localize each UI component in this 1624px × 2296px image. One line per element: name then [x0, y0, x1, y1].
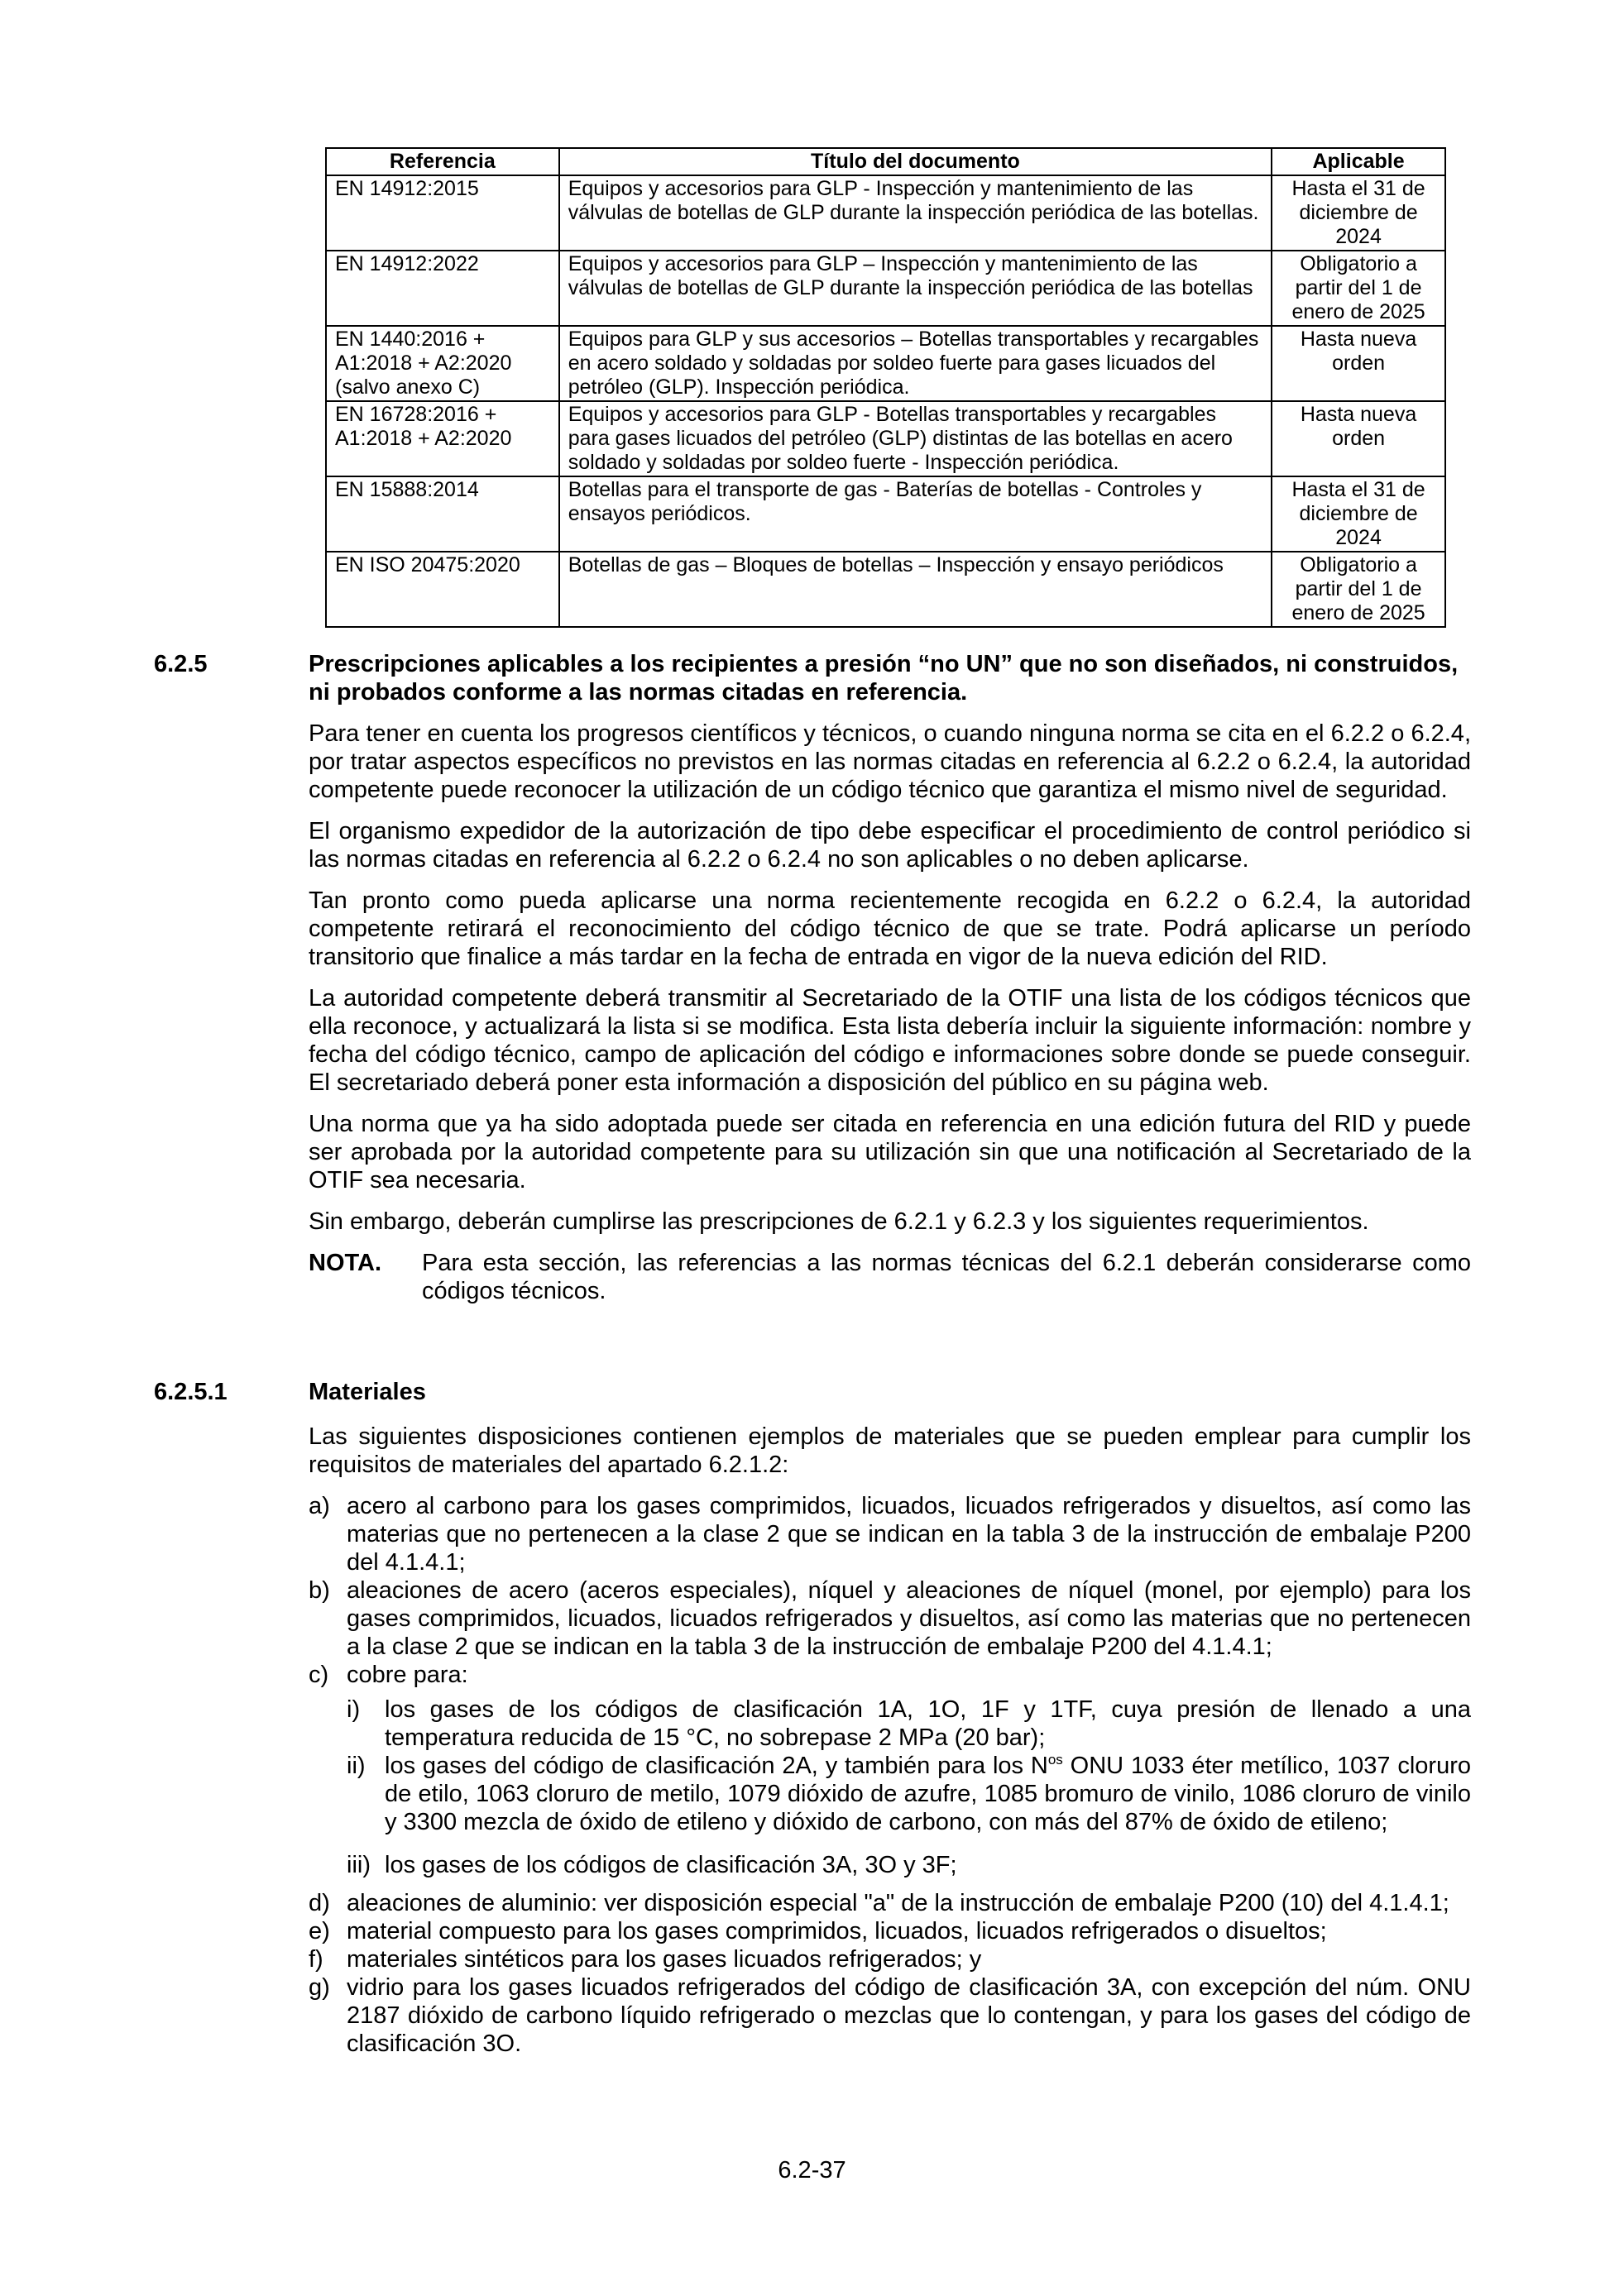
list-item [309, 1917, 1471, 1945]
sublist-marker: iii) [347, 1852, 371, 1878]
list-item [309, 1945, 1471, 1973]
note-text: Para esta sección, las referencias a las normas técnicas del 6.2.1 deberán considerarse como códigos técnicos. [422, 1250, 1471, 1304]
sublist-item [347, 1696, 1471, 1752]
sublist-text: los gases de los códigos de clasificación 3A, 3O y 3F; [385, 1852, 957, 1878]
list-marker: a) [309, 1493, 330, 1519]
section-number: 6.2.5 [154, 651, 208, 677]
sublist-text-part: ONU 1033 éter metílico, 1037 cloruro de etilo, 1063 cloruro de metilo, 1079 dióxido de azufre, 1085 bromuro de vinilo, 1086 cloruro de vinilo y 3300 mezcla de óxido de etileno y dióxido de carbono, con más del 87% de óxido de etileno; [385, 1753, 1471, 1835]
sublist-text: los gases de los códigos de clasificación 1A, 1O, 1F y 1TF, cuya presión de llenado a una temperatura reducida de 15 °C, no sobrepase 2 MPa (20 bar); [385, 1696, 1471, 1751]
paragraph: La autoridad competente deberá transmitir al Secretariado de la OTIF una lista de los códigos técnicos que ella reconoce, y actualizará la lista si se modifica. Esta lista debería incluir la siguiente información: nombre y fecha del código técnico, campo de aplicación del código e informaciones sobre donde se puede conseguir. El secretariado deberá poner esta información a disposición del público en su página web. [309, 985, 1471, 1096]
cell-applicable: Hasta nueva orden [1272, 401, 1445, 476]
list-marker: c) [309, 1662, 329, 1688]
cell-reference: EN ISO 20475:2020 [326, 552, 559, 627]
paragraph: El organismo expedidor de la autorización de tipo debe especificar el procedimiento de control periódico si las normas citadas en referencia al 6.2.2 o 6.2.4 no son aplicables o no deben aplicarse. [309, 818, 1471, 873]
table-row [326, 476, 1445, 552]
materials-list [309, 1492, 1471, 2058]
list-marker: b) [309, 1577, 330, 1604]
list-text: cobre para: [347, 1662, 468, 1688]
sublist-marker: ii) [347, 1753, 366, 1779]
cell-reference: EN 14912:2022 [326, 251, 559, 326]
header-referencia: Referencia [326, 148, 559, 175]
list-text: aleaciones de acero (aceros especiales), níquel y aleaciones de níquel (monel, por ejemplo) para los gases comprimidos, licuados, licuados refrigerados y disueltos, así como las materias que no pertenecen a la clase 2 que se indican en la tabla 3 de la instrucción de embalaje P200 del 4.1.4.1; [347, 1577, 1471, 1660]
sublist-item [347, 1851, 1471, 1879]
list-marker: e) [309, 1918, 330, 1944]
cell-title: Botellas para el transporte de gas - Baterías de botellas - Controles y ensayos periódicos. [559, 476, 1272, 552]
table-row [326, 175, 1445, 251]
list-marker: d) [309, 1890, 330, 1916]
cell-title: Equipos y accesorios para GLP – Inspección y mantenimiento de las válvulas de botellas de GLP durante la inspección periódica de las botellas [559, 251, 1272, 326]
paragraph: Una norma que ya ha sido adoptada puede ser citada en referencia en una edición futura del RID y puede ser aprobada por la autoridad competente para su utilización sin que una notificación al Secretariado de la OTIF sea necesaria. [309, 1111, 1471, 1193]
page-number: 6.2-37 [778, 2157, 846, 2184]
header-aplicable: Aplicable [1272, 148, 1445, 175]
list-item [309, 1492, 1471, 1576]
list-item [309, 1889, 1471, 1917]
cell-reference: EN 16728:2016 + A1:2018 + A2:2020 [326, 401, 559, 476]
list-marker: g) [309, 1974, 330, 2001]
subsection-number: 6.2.5.1 [154, 1379, 228, 1405]
cell-title: Equipos y accesorios para GLP - Botellas transportables y recargables para gases licuados del petróleo (GLP) distintas de las botellas en acero soldado y soldadas por soldeo fuerte - Inspección periódica. [559, 401, 1272, 476]
table-row [326, 326, 1445, 401]
subsection-body [309, 1423, 1471, 2058]
subsection-title: Materiales [309, 1379, 426, 1405]
list-text: vidrio para los gases licuados refrigerados del código de clasificación 3A, con excepción del núm. ONU 2187 dióxido de carbono líquido refrigerado o mezclas que lo contengan, y para los gases del código de clasificación 3O. [347, 1974, 1471, 2057]
sublist-item [347, 1752, 1471, 1836]
cell-applicable: Obligatorio a partir del 1 de enero de 2025 [1272, 552, 1445, 627]
section-title: Prescripciones aplicables a los recipientes a presión “no UN” que no son diseñados, ni construidos, ni probados conforme a las normas citadas en referencia. [309, 651, 1459, 706]
cell-applicable: Hasta el 31 de diciembre de 2024 [1272, 476, 1445, 552]
note-label: NOTA. [309, 1250, 382, 1276]
cell-title: Botellas de gas – Bloques de botellas – Inspección y ensayo periódicos [559, 552, 1272, 627]
list-text: aleaciones de aluminio: ver disposición especial "a" de la instrucción de embalaje P200 (10) del 4.1.4.1; [347, 1890, 1449, 1916]
list-text: materiales sintéticos para los gases licuados refrigerados; y [347, 1946, 982, 1973]
section-body [309, 720, 1471, 1313]
list-item [309, 1576, 1471, 1661]
subsection-intro: Las siguientes disposiciones contienen ejemplos de materiales que se pueden emplear para cumplir los requisitos de materiales del apartado 6.2.1.2: [309, 1423, 1471, 1478]
cell-title: Equipos para GLP y sus accesorios – Botellas transportables y recargables en acero soldado y soldadas por soldeo fuerte para gases licuados del petróleo (GLP). Inspección periódica. [559, 326, 1272, 401]
paragraph: Sin embargo, deberán cumplirse las prescripciones de 6.2.1 y 6.2.3 y los siguientes requerimientos. [309, 1208, 1369, 1235]
table-row [326, 251, 1445, 326]
paragraph: Tan pronto como pueda aplicarse una norma recientemente recogida en 6.2.2 o 6.2.4, la autoridad competente retirará el reconocimiento del código técnico de que se trate. Podrá aplicarse un período transitorio que finalice a más tardar en la fecha de entrada en vigor de la nueva edición del RID. [309, 887, 1471, 970]
cell-applicable: Obligatorio a partir del 1 de enero de 2025 [1272, 251, 1445, 326]
copper-sublist [347, 1696, 1471, 1879]
table-row [326, 401, 1445, 476]
list-item [309, 1973, 1471, 2058]
sublist-text-part: los gases del código de clasificación 2A, y también para los N [385, 1753, 1048, 1779]
cell-reference: EN 14912:2015 [326, 175, 559, 251]
paragraph: Para tener en cuenta los progresos científicos y técnicos, o cuando ninguna norma se cita en el 6.2.2 o 6.2.4, por tratar aspectos específicos no previstos en las normas citadas en referencia al 6.2.2 o 6.2.4, la autoridad competente puede reconocer la utilización de un código técnico que garantiza el mismo nivel de seguridad. [309, 720, 1471, 803]
superscript: os [1047, 1752, 1063, 1767]
list-text: material compuesto para los gases comprimidos, licuados, licuados refrigerados o disueltos; [347, 1918, 1327, 1944]
cell-reference: EN 15888:2014 [326, 476, 559, 552]
header-titulo: Título del documento [559, 148, 1272, 175]
reference-table [325, 147, 1446, 628]
sublist-text [385, 1752, 1471, 1836]
list-marker: f) [309, 1946, 323, 1973]
sublist-marker: i) [347, 1696, 361, 1723]
cell-applicable: Hasta nueva orden [1272, 326, 1445, 401]
table-header-row [326, 148, 1445, 175]
cell-reference: EN 1440:2016 + A1:2018 + A2:2020 (salvo anexo C) [326, 326, 559, 401]
cell-title: Equipos y accesorios para GLP - Inspección y mantenimiento de las válvulas de botellas de GLP durante la inspección periódica de las botellas. [559, 175, 1272, 251]
list-text: acero al carbono para los gases comprimidos, licuados, licuados refrigerados y disueltos, así como las materias que no pertenecen a la clase 2 que se indican en la tabla 3 de la instrucción de embalaje P200 del 4.1.4.1; [347, 1493, 1471, 1576]
list-item [309, 1661, 1471, 1689]
table-row [326, 552, 1445, 627]
note [309, 1249, 1471, 1305]
cell-applicable: Hasta el 31 de diciembre de 2024 [1272, 175, 1445, 251]
